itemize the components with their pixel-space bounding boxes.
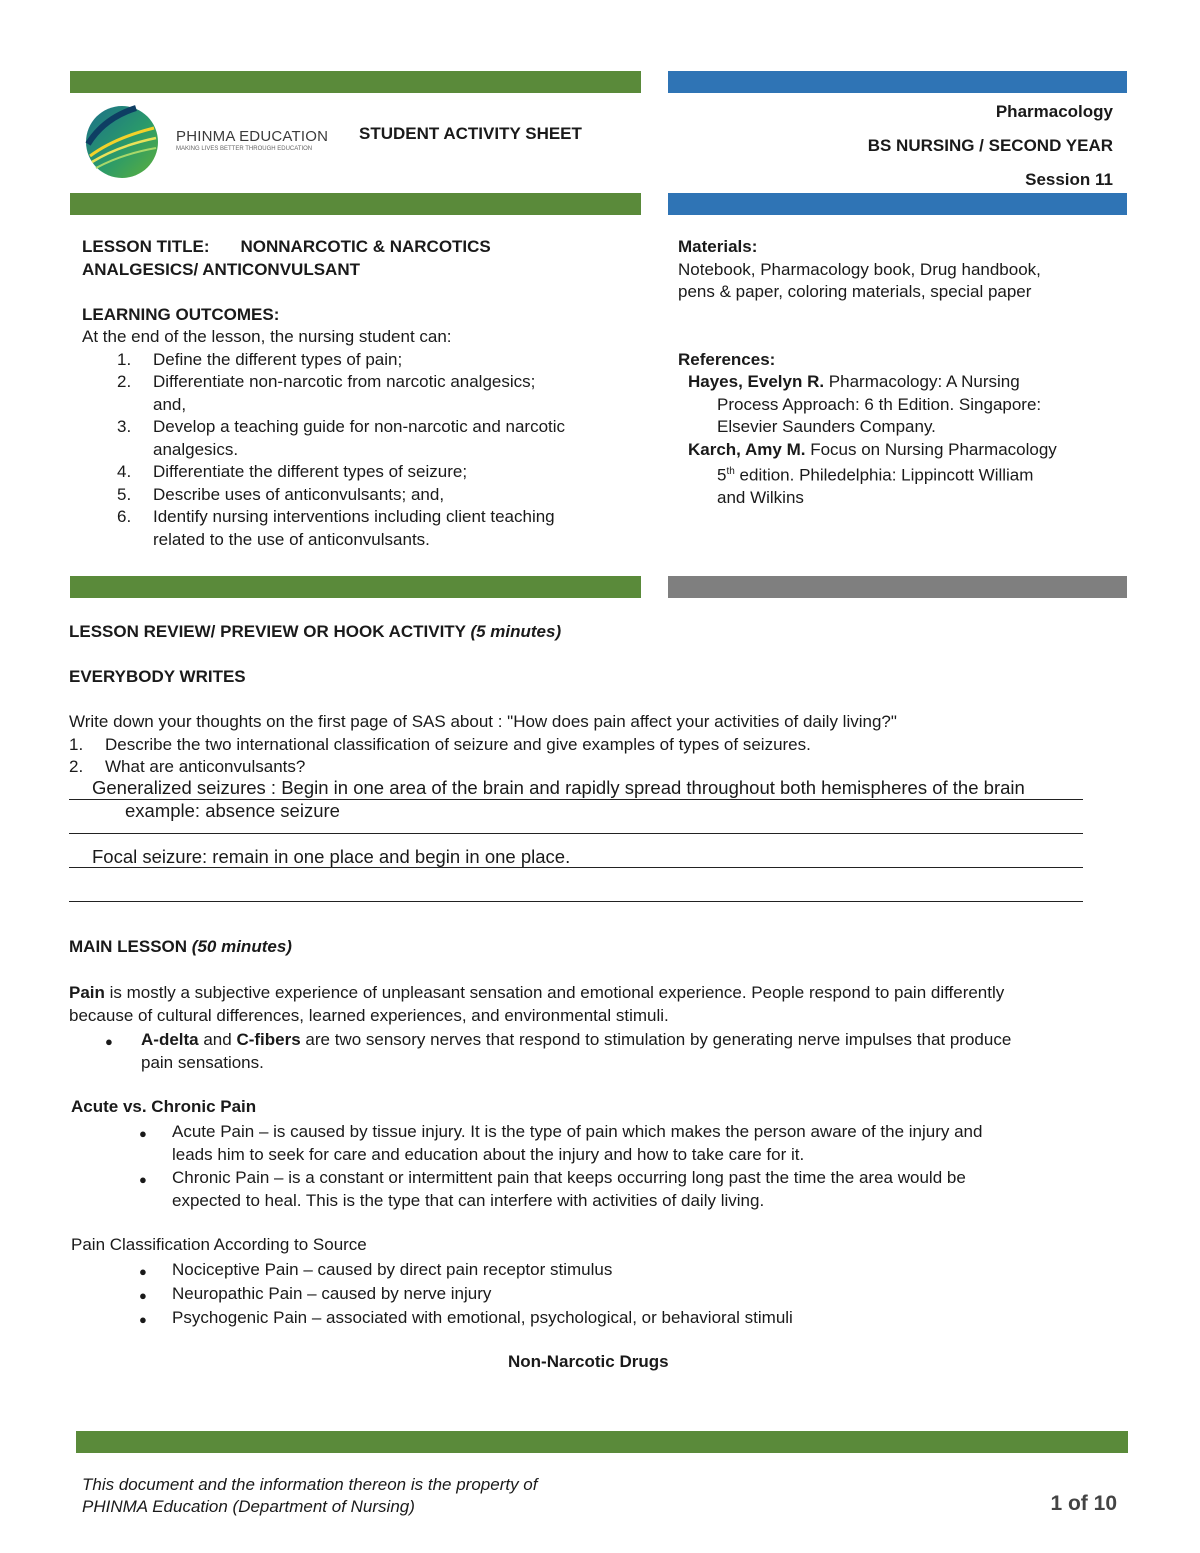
bullet-icon: ● [139,1288,147,1303]
materials-line2: pens & paper, coloring materials, special paper [678,282,1032,301]
list-item: 4. Differentiate the different types of seizure; [117,462,468,481]
review-prompt: Write down your thoughts on the first page of SAS about : "How does pain affect your activities of daily living?" [69,712,897,731]
program-label: BS NURSING / SECOND YEAR [867,136,1113,155]
list-item: ● Neuropathic Pain – caused by nerve injury [172,1283,793,1306]
materials-label: Materials: [678,237,758,256]
page-number: 1 of 10 [1050,1492,1117,1515]
bullet-icon: ● [105,1034,113,1049]
logo-text: PHINMA EDUCATION [176,128,329,145]
pain-paragraph: Pain is mostly a subjective experience of unpleasant sensation and emotional experience. People respond to pain differently because of cultural differences, learned experiences, and environmental stimuli. [69,983,1005,1025]
session-label: Session 11 [1025,170,1113,189]
list-item: 6. Identify nursing interventions including client teaching related to the use of anticonvulsants. [117,507,555,549]
bullet-icon: ● [139,1126,147,1141]
answer-rule [69,901,1083,902]
list-item: 5. Describe uses of anticonvulsants; and, [117,484,445,504]
materials-line1: Notebook, Pharmacology book, Drug handbook, [678,259,1041,279]
lesson-info [82,236,642,551]
bullet-icon: ● [139,1172,147,1187]
non-narcotic-heading: Non-Narcotic Drugs [508,1352,669,1371]
list-item: ● Nociceptive Pain – caused by direct pain receptor stimulus [172,1259,793,1282]
sheet-title: STUDENT ACTIVITY SHEET [359,124,582,143]
materials-section [678,236,1128,510]
list-item: 3. Develop a teaching guide for non-narcotic and narcotic analgesics. [117,417,566,459]
answer-rule [69,833,1083,834]
divider-bar-right [668,576,1127,598]
logo-tagline: MAKING LIVES BETTER THROUGH EDUCATION [176,146,313,152]
answer-rule [69,867,1083,868]
list-item: 1. Define the different types of pain; [117,349,403,369]
classification-list [139,1259,793,1330]
main-heading: MAIN LESSON (50 minutes) [69,937,292,956]
review-question-2: 2. What are anticonvulsants? [69,757,306,776]
chronic-bullet: ● Chronic Pain – is a constant or intermittent pain that keeps occurring long past the time the area would be expected to heal. This is the type that can interfere with activities of daily living. [139,1168,966,1210]
outcomes-list [70,349,642,552]
outcomes-label: LEARNING OUTCOMES: [82,304,280,324]
header-bar-top-right [668,71,1127,93]
header-bar-top-left [70,71,641,93]
bullet-icon: ● [139,1264,147,1279]
acute-chronic-heading: Acute vs. Chronic Pain [71,1097,257,1116]
review-question-1: 1. Describe the two international classification of seizure and give examples of types of seizures. [69,735,811,754]
lesson-title-line1: NONNARCOTIC & NARCOTICS [240,237,491,256]
footer-notice-line2: PHINMA Education (Department of Nursing) [82,1497,415,1516]
phinma-logo [84,98,329,188]
header-bar-bottom-left [70,193,641,215]
footer-bar [76,1431,1128,1453]
list-item: ● Psychogenic Pain – associated with emotional, psychological, or behavioral stimuli [172,1307,793,1330]
list-item: 2. Differentiate non-narcotic from narcotic analgesics; and, [117,372,536,414]
answer-generalized-example[interactable]: example: absence seizure [125,800,340,821]
divider-bar-left [70,576,641,598]
review-subheading: EVERYBODY WRITES [69,667,246,686]
subject-label: Pharmacology [995,102,1113,121]
header-bar-bottom-right [668,193,1127,215]
references-label: References: [678,349,776,369]
answer-generalized[interactable]: Generalized seizures : Begin in one area of the brain and rapidly spread throughout both hemispheres of the brain [92,777,1025,798]
reference-1: Hayes, Evelyn R. Pharmacology: A Nursing Process Approach: 6 th Edition. Singapore: Elsevier Saunders Company. [688,372,1042,436]
reference-2: Karch, Amy M. Focus on Nursing Pharmacology 5th edition. Philedelphia: Lippincott William and Wilkins [688,439,1057,508]
logo-emblem-icon [84,98,160,186]
acute-bullet: ● Acute Pain – is caused by tissue injury. It is the type of pain which makes the person aware of the injury and leads him to seek for care and education about the injury and how to take care for it. [139,1122,983,1164]
outcomes-intro: At the end of the lesson, the nursing student can: [82,327,452,346]
review-heading: LESSON REVIEW/ PREVIEW OR HOOK ACTIVITY (5 minutes) [69,622,562,641]
footer-notice-line1: This document and the information thereon is the property of [82,1475,538,1494]
lesson-title-line2: ANALGESICS/ ANTICONVULSANT [82,259,360,279]
answer-focal[interactable]: Focal seizure: remain in one place and begin in one place. [92,846,571,867]
fibers-bullet: ● A-delta and C-fibers are two sensory nerves that respond to stimulation by generating nerve impulses that produce pain sensations. [105,1030,1012,1072]
lesson-title-label: LESSON TITLE: [82,237,210,256]
classification-heading: Pain Classification According to Source [71,1235,367,1254]
bullet-icon: ● [139,1312,147,1327]
